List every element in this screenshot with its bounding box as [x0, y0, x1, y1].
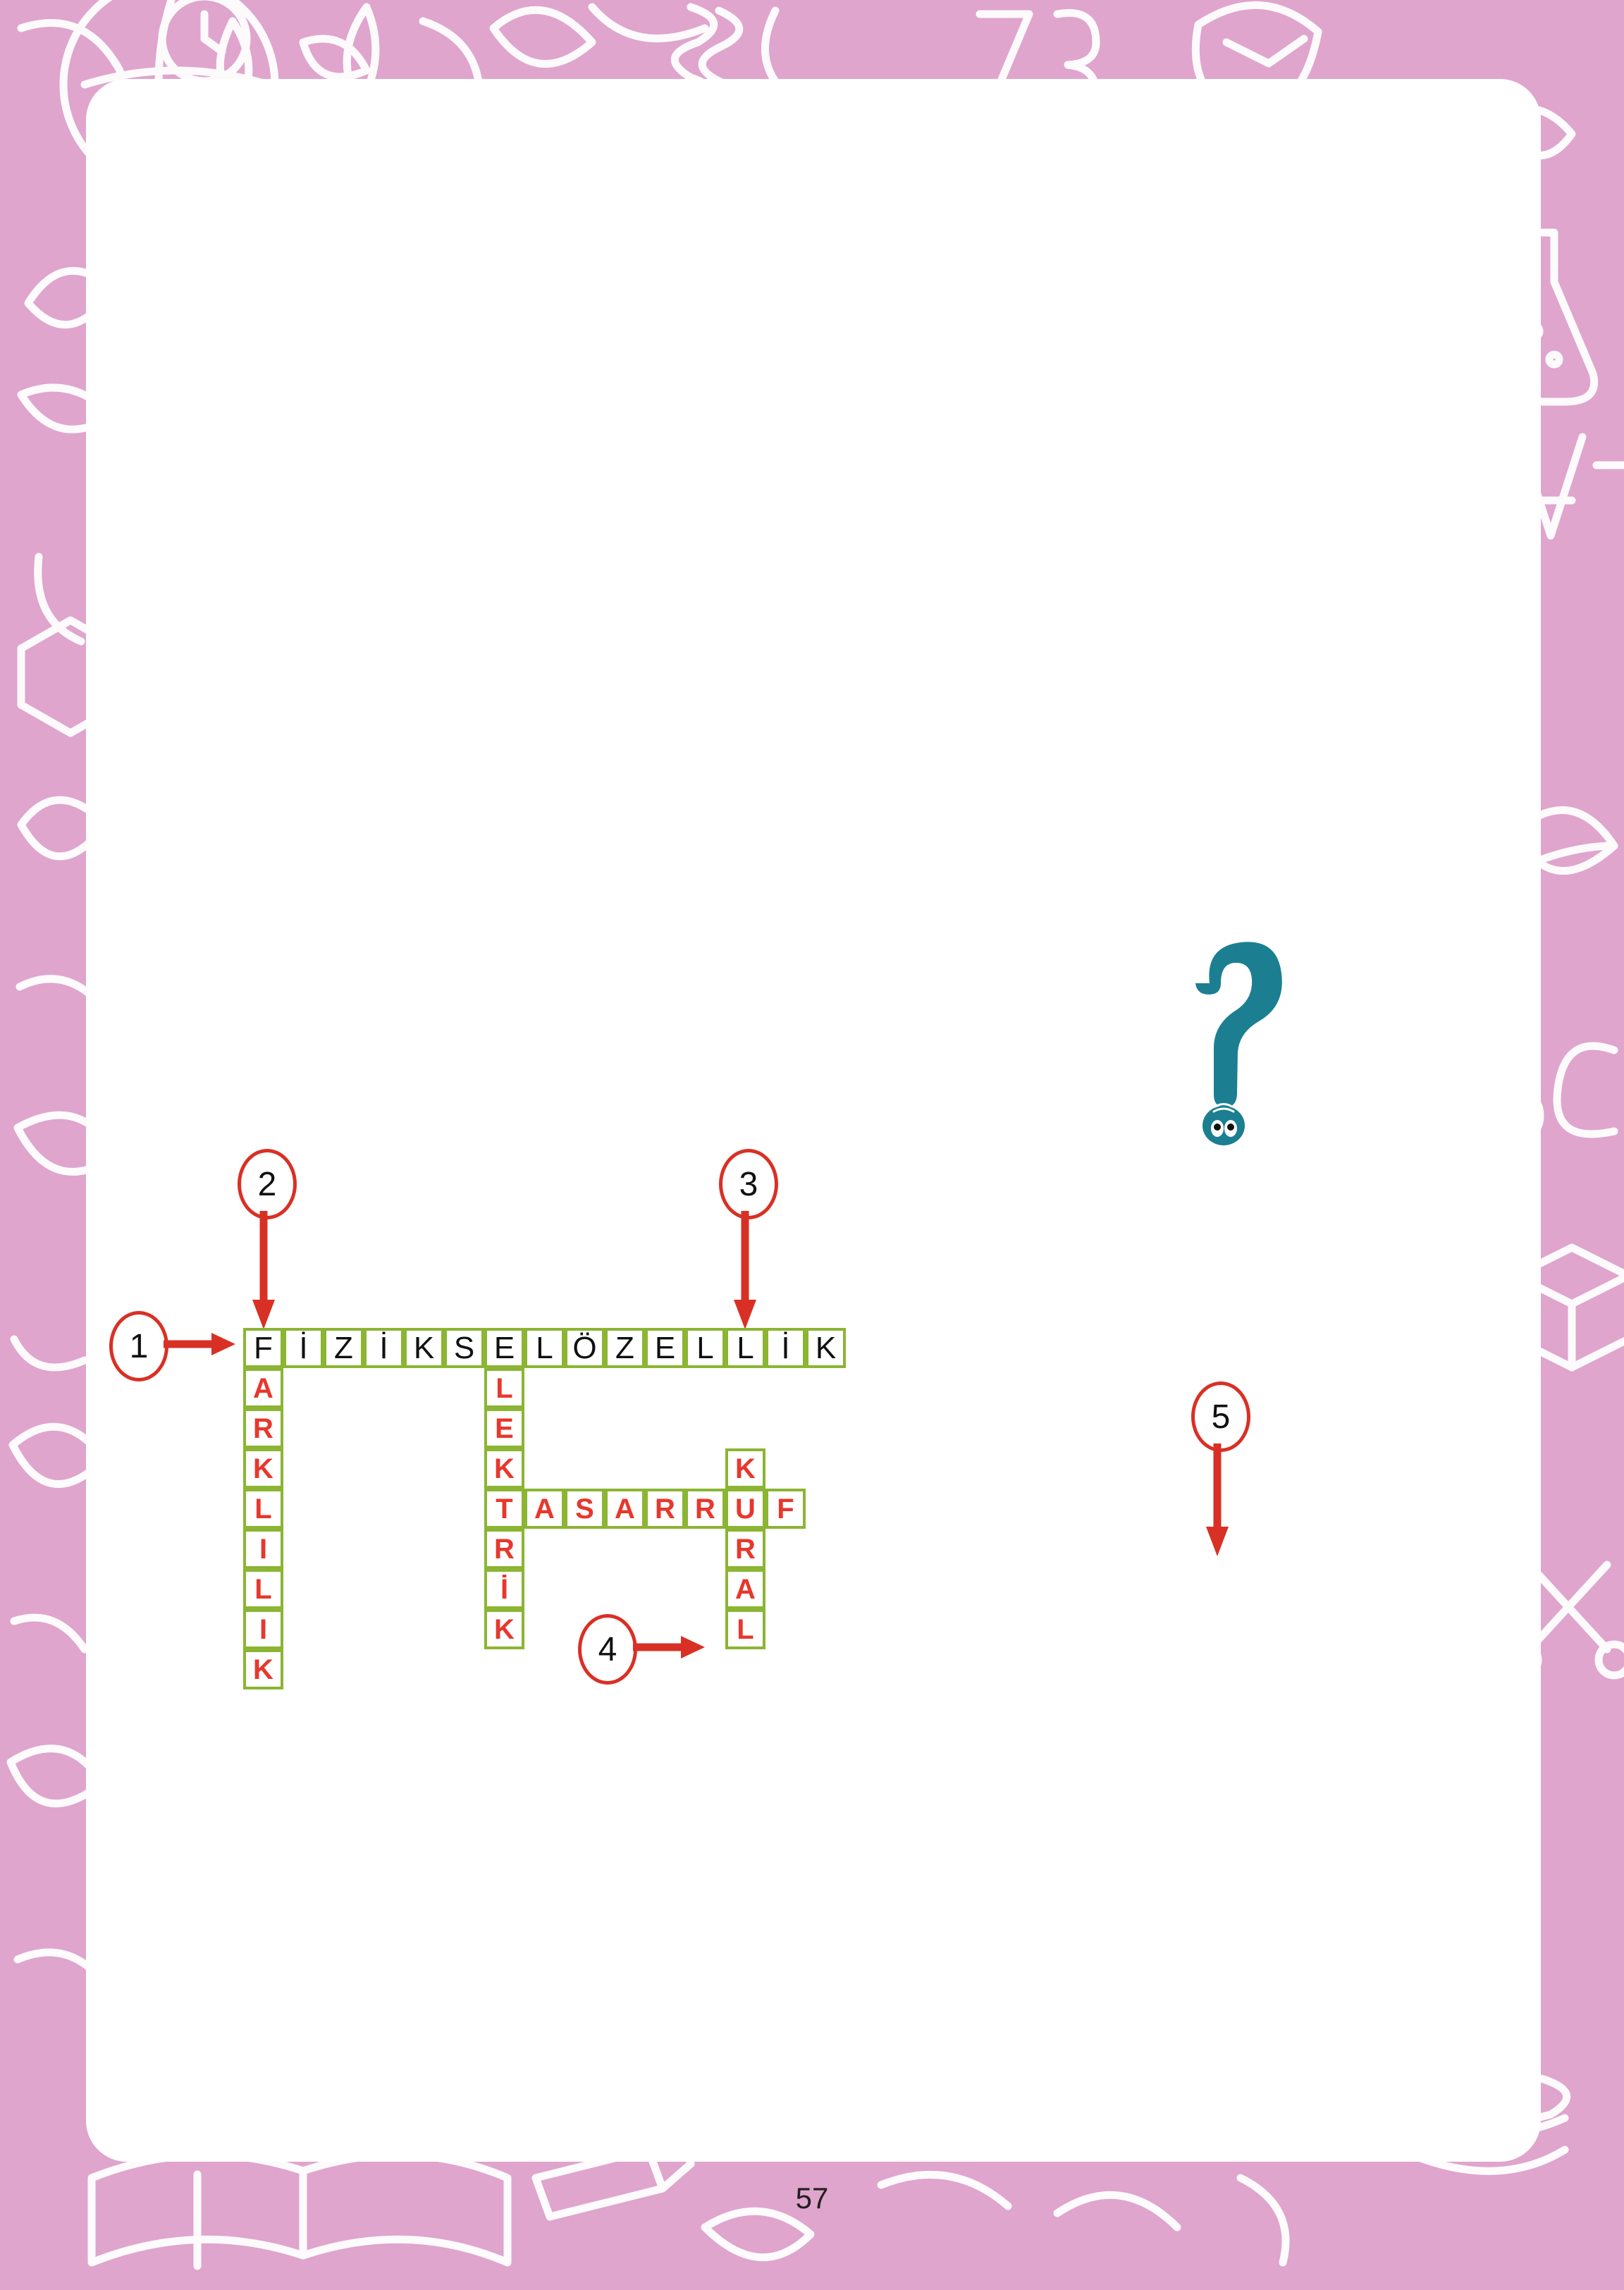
- crossword-letter: R: [655, 1493, 675, 1525]
- crossword-letter: F: [254, 1330, 273, 1365]
- crossword-cell-col1: [243, 1569, 283, 1609]
- crossword-letter: K: [735, 1453, 756, 1484]
- marker-arrow-2-icon: [248, 1211, 280, 1334]
- crossword-cell-row1: [725, 1328, 765, 1368]
- crossword-cell-col3: [484, 1448, 524, 1489]
- crossword-cell-col5: [725, 1609, 765, 1649]
- crossword-cell-col5: [725, 1448, 765, 1489]
- crossword-letter: L: [254, 1573, 272, 1605]
- crossword-cell-row4: [565, 1489, 605, 1529]
- crossword-letter: R: [735, 1533, 756, 1565]
- crossword-cell-col1: [243, 1408, 283, 1448]
- crossword-letter: R: [695, 1493, 715, 1525]
- crossword-letter: F: [777, 1493, 794, 1525]
- crossword-letter: İ: [500, 1573, 509, 1605]
- marker-arrow-3-icon: [730, 1211, 761, 1334]
- crossword-letter: A: [735, 1573, 756, 1605]
- crossword-letter: L: [737, 1613, 754, 1645]
- crossword-letter: İ: [379, 1330, 388, 1365]
- crossword-cell-col1: [243, 1368, 283, 1408]
- crossword-letter: E: [493, 1330, 515, 1365]
- crossword-cell-row1: [444, 1328, 484, 1368]
- crossword-letter: A: [615, 1493, 635, 1525]
- marker-arrow-4-icon: [633, 1632, 710, 1663]
- crossword-letter: E: [495, 1412, 514, 1444]
- crossword-cell-row1: [243, 1328, 283, 1368]
- crossword-letter: U: [735, 1493, 756, 1525]
- crossword-letter: R: [494, 1533, 515, 1565]
- crossword-letter: K: [253, 1654, 273, 1685]
- crossword-cell-row1: [283, 1328, 324, 1368]
- crossword-cell-row1: [364, 1328, 404, 1368]
- crossword-cell-col3: [484, 1529, 524, 1569]
- crossword-letter: L: [696, 1330, 714, 1365]
- crossword-cell-col3: [484, 1489, 524, 1529]
- crossword-cell-row4: [524, 1489, 565, 1529]
- crossword-letter: S: [453, 1330, 475, 1365]
- crossword-cell-col3: [484, 1408, 524, 1448]
- marker-arrow-1-icon: [164, 1329, 241, 1360]
- crossword-letter: I: [259, 1533, 268, 1565]
- crossword-cell-row4: [765, 1489, 806, 1529]
- marker-arrow-5-icon: [1202, 1443, 1234, 1560]
- crossword-letter: A: [253, 1372, 273, 1404]
- crossword-cell-row1: [765, 1328, 806, 1368]
- crossword-letter: L: [496, 1372, 513, 1404]
- crossword-cell-col3: [484, 1569, 524, 1609]
- crossword-letter: K: [815, 1330, 837, 1365]
- crossword-cell-row1: [605, 1328, 645, 1368]
- crossword-cell-row1: [806, 1328, 846, 1368]
- crossword-letter: I: [259, 1613, 268, 1645]
- crossword-cell-row1: [685, 1328, 725, 1368]
- crossword-letter: İ: [781, 1330, 790, 1365]
- crossword-letter: K: [413, 1330, 435, 1365]
- marker-circle-1: 1: [109, 1311, 168, 1381]
- crossword-letter: İ: [299, 1330, 308, 1365]
- marker-circle-2: 2: [238, 1149, 297, 1219]
- crossword-cell-row4: [645, 1489, 685, 1529]
- crossword-cell-col3: [484, 1368, 524, 1408]
- crossword-letter: T: [496, 1493, 513, 1525]
- crossword-cell-row4: [725, 1489, 765, 1529]
- crossword-cell-row1: [484, 1328, 524, 1368]
- crossword-cell-col1: [243, 1448, 283, 1489]
- crossword-cell-col1: [243, 1649, 283, 1689]
- crossword-letter: Ö: [572, 1330, 597, 1365]
- crossword-letter: K: [494, 1613, 515, 1645]
- crossword-cell-row1: [324, 1328, 364, 1368]
- marker-circle-3: 3: [719, 1149, 778, 1219]
- crossword-letter: K: [494, 1453, 515, 1484]
- crossword-letter: L: [536, 1330, 553, 1365]
- crossword-letter: L: [737, 1330, 754, 1365]
- question-mark-mascot-icon: [1184, 934, 1290, 1145]
- crossword-cell-col5: [725, 1529, 765, 1569]
- crossword-cell-row1: [645, 1328, 685, 1368]
- crossword-letter: S: [575, 1493, 594, 1525]
- crossword-cell-col3: [484, 1609, 524, 1649]
- crossword-cell-row1: [404, 1328, 444, 1368]
- crossword-letter: A: [534, 1493, 555, 1525]
- page-number: 57: [795, 2181, 829, 2215]
- crossword-cell-row4: [605, 1489, 645, 1529]
- crossword-letter: Z: [334, 1330, 353, 1365]
- crossword-letter: L: [254, 1493, 272, 1525]
- crossword-letter: Z: [615, 1330, 634, 1365]
- crossword-letter: K: [253, 1453, 273, 1484]
- crossword-cell-row1: [524, 1328, 565, 1368]
- crossword-letter: E: [654, 1330, 676, 1365]
- crossword-cell-col1: [243, 1609, 283, 1649]
- marker-circle-4: 4: [578, 1614, 637, 1685]
- crossword-cell-col1: [243, 1529, 283, 1569]
- crossword-cell-row4: [685, 1489, 725, 1529]
- crossword-cell-col5: [725, 1569, 765, 1609]
- crossword-letter: R: [253, 1412, 273, 1444]
- crossword-cell-col1: [243, 1489, 283, 1529]
- marker-circle-5: 5: [1191, 1381, 1250, 1452]
- crossword-cell-row1: [565, 1328, 605, 1368]
